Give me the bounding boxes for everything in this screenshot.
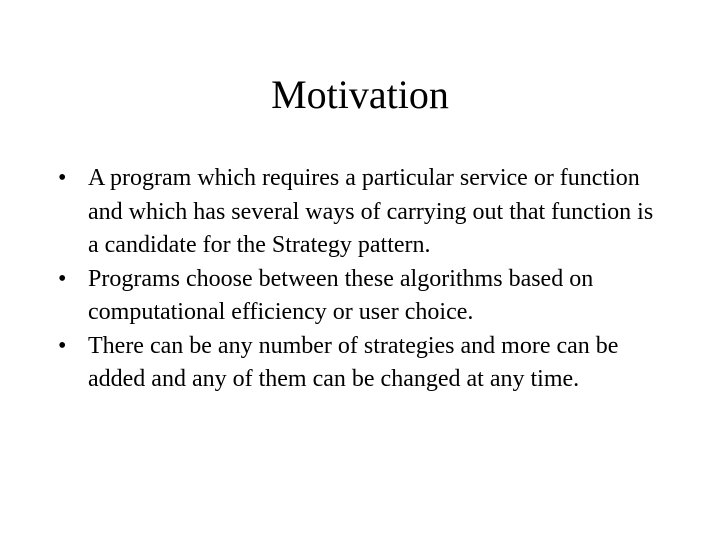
bullet-item [58,263,658,330]
bullet-text: Programs choose between these algorithms based on computational efficiency or user choice. [88,265,594,325]
bullet-text: There can be any number of strategies and more can be added and any of them can be changed at any time. [88,332,619,392]
bullet-list [58,162,658,397]
bullet-text: A program which requires a particular service or function and which has several ways of carrying out that function is a candidate for the Strategy pattern. [88,165,654,258]
bullet-item [58,330,658,397]
bullet-dot-icon: • [58,165,67,191]
bullet-dot-icon: • [58,265,67,292]
bullet-item [58,162,658,263]
bullet-dot-icon: • [58,332,67,359]
slide-title: Motivation [271,72,449,117]
